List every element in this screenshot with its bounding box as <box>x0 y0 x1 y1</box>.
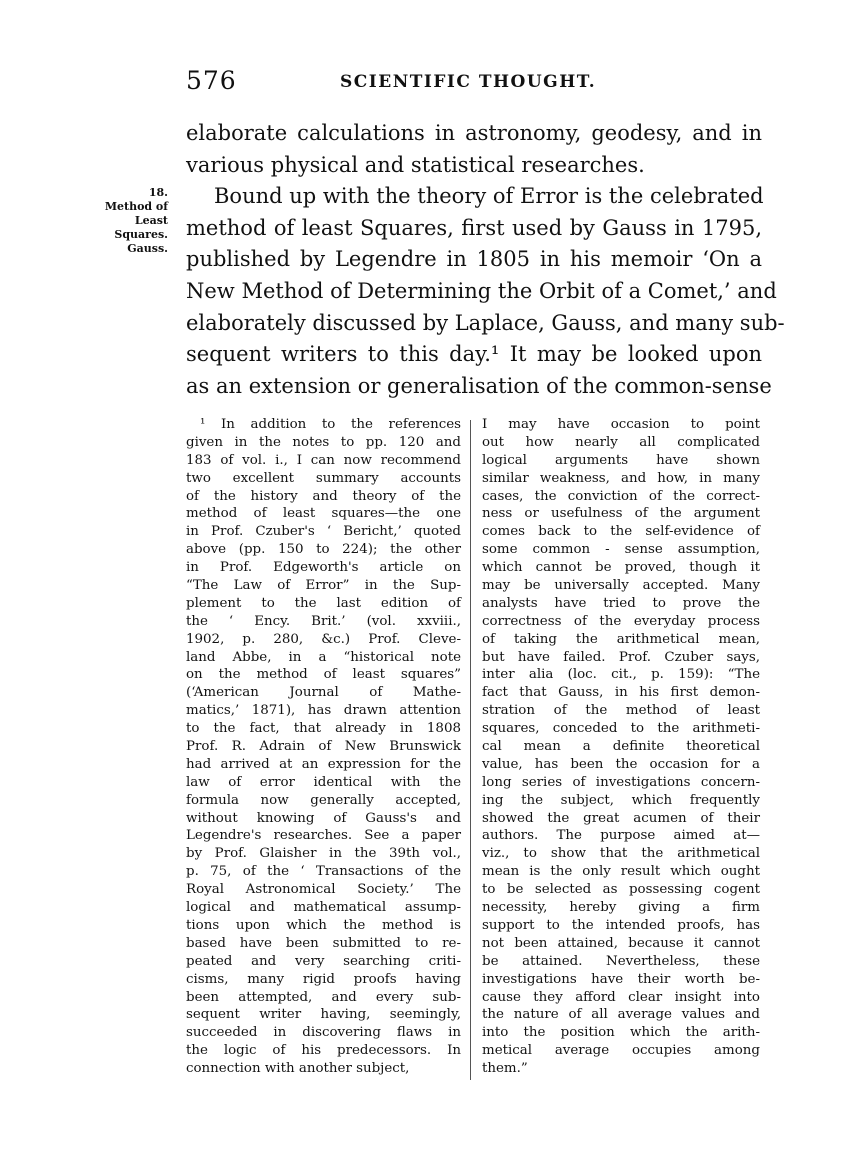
footnote-line: by Prof. Glaisher in the 39th vol., <box>186 846 461 862</box>
footnote-line: investigations have their worth be- <box>482 971 760 987</box>
footnote-line: above (pp. 150 to 224); the other <box>186 542 461 558</box>
footnote-line: be attained. Nevertheless, these <box>482 953 760 969</box>
body-line: elaborately discussed by Laplace, Gauss, and many sub- <box>186 310 785 335</box>
footnote-line: similar weakness, and how, in many <box>482 470 760 486</box>
footnote-line: long series of investigations concern- <box>482 774 760 790</box>
margin-note-line: Gauss. <box>127 242 168 255</box>
footnote-line: support to the intended proofs, has <box>482 917 760 933</box>
footnote-line: which cannot be proved, though it <box>482 560 760 576</box>
margin-note-line: Method of <box>104 200 168 213</box>
footnote-line: squares, conceded to the arithmeti- <box>482 721 760 737</box>
footnote-line: cases, the conviction of the correct- <box>482 488 760 504</box>
footnote-line: logical arguments have shown <box>482 452 760 468</box>
footnote-line: of taking the arithmetical mean, <box>482 631 760 647</box>
footnote-line: the ‘ Ency. Brit.’ (vol. xxviii., <box>186 613 461 629</box>
body-line: elaborate calculations in astronomy, geodesy, and in <box>186 121 762 145</box>
footnote-line: plement to the last edition of <box>186 595 461 611</box>
footnote-line: to the fact, that already in 1808 <box>186 721 461 737</box>
margin-note-line: 18. <box>148 186 168 199</box>
body-line: published by Legendre in 1805 in his memoir ‘On a <box>186 247 762 272</box>
footnote-line: ness or usefulness of the argument <box>482 506 760 522</box>
footnote-line: without knowing of Gauss's and <box>186 810 461 826</box>
footnote-line: inter alia (loc. cit., p. 159): “The <box>482 667 760 683</box>
footnote-line: some common - sense assumption, <box>482 542 760 558</box>
footnote-column-right <box>482 416 760 1078</box>
footnote-line: connection with another subject, <box>186 1061 410 1077</box>
footnote-line: cause they afford clear insight into <box>482 989 760 1005</box>
footnote-line: analysts have tried to prove the <box>482 595 760 611</box>
footnote-line: may be universally accepted. Many <box>482 578 760 594</box>
footnote-line: (‘American Journal of Mathe- <box>186 685 461 701</box>
margin-note-line: Squares. <box>114 228 168 241</box>
footnote-line: peated and very searching criti- <box>186 953 461 969</box>
footnote-line: out how nearly all complicated <box>482 434 760 450</box>
footnote-line: I may have occasion to point <box>482 417 760 432</box>
footnote-line: metical average occupies among <box>482 1043 760 1059</box>
footnote-line: comes back to the self-evidence of <box>482 524 760 540</box>
footnote-line: them.” <box>482 1061 528 1077</box>
footnote-line: authors. The purpose aimed at— <box>482 828 760 844</box>
footnote-line: showed the great acumen of their <box>482 810 760 826</box>
page-number: 576 <box>186 66 237 95</box>
footnote-line: fact that Gauss, in his first demon- <box>482 685 760 701</box>
body-line: sequent writers to this day.¹ It may be looked upon <box>186 342 762 367</box>
footnote-line: “The Law of Error” in the Sup- <box>186 578 461 594</box>
footnote-line: sequent writer having, seemingly, <box>186 1007 461 1023</box>
footnote-line: value, has been the occasion for a <box>482 756 760 772</box>
footnote-line: viz., to show that the arithmetical <box>482 846 760 862</box>
body-text <box>186 118 785 402</box>
footnote-line: mean is the only result which ought <box>482 864 760 880</box>
footnote-line: cisms, many rigid proofs having <box>186 971 461 987</box>
footnote-line: the logic of his predecessors. In <box>186 1043 461 1059</box>
footnote-line: had arrived at an expression for the <box>186 756 461 772</box>
footnote-line: but have failed. Prof. Czuber says, <box>482 649 760 665</box>
footnote-line: based have been submitted to re- <box>186 935 461 951</box>
footnote-line: cal mean a definite theoretical <box>482 739 760 755</box>
body-line: New Method of Determining the Orbit of a Comet,’ and <box>186 278 777 303</box>
footnote-line: not been attained, because it cannot <box>482 935 760 951</box>
footnote-line: Legendre's researches. See a paper <box>186 828 461 844</box>
body-line: various physical and statistical researches. <box>186 152 645 177</box>
footnote-line: ing the subject, which frequently <box>482 792 760 808</box>
footnote-line: succeeded in discovering flaws in <box>186 1025 461 1041</box>
footnote-line: stration of the method of least <box>482 703 760 719</box>
footnote-column-left <box>186 416 461 1078</box>
footnote-line: method of least squares—the one <box>186 506 461 522</box>
footnote-line: 1902, p. 280, &c.) Prof. Cleve- <box>186 631 461 647</box>
body-line: Bound up with the theory of Error is the celebrated <box>214 184 764 209</box>
footnote-line: the nature of all average values and <box>482 1007 760 1023</box>
column-divider <box>470 420 471 1080</box>
footnote-line: ¹ In addition to the references <box>200 417 461 432</box>
footnote-line: into the position which the arith- <box>482 1025 760 1041</box>
footnote-line: land Abbe, in a “historical note <box>186 649 461 665</box>
footnote-line: given in the notes to pp. 120 and <box>186 434 461 450</box>
margin-note-line: Least <box>134 214 168 227</box>
body-line: method of least Squares, first used by Gauss in 1795, <box>186 215 762 240</box>
footnote-line: necessity, hereby giving a firm <box>482 900 760 916</box>
footnote-line: p. 75, of the ‘ Transactions of the <box>186 864 461 880</box>
footnote-line: to be selected as possessing cogent <box>482 882 760 898</box>
footnote-line: tions upon which the method is <box>186 917 461 933</box>
footnote-line: of the history and theory of the <box>186 488 461 504</box>
running-head: SCIENTIFIC THOUGHT. <box>340 72 597 92</box>
footnote-line: logical and mathematical assump- <box>186 900 461 916</box>
margin-note <box>86 186 168 256</box>
footnote-line: correctness of the everyday process <box>482 613 760 629</box>
footnote-line: in Prof. Edgeworth's article on <box>186 560 461 576</box>
footnote-line: on the method of least squares” <box>186 667 461 683</box>
footnote-line: Royal Astronomical Society.’ The <box>186 882 461 898</box>
footnote-line: two excellent summary accounts <box>186 470 461 486</box>
footnote-line: matics,’ 1871), has drawn attention <box>186 703 461 719</box>
footnote-line: been attempted, and every sub- <box>186 989 461 1005</box>
footnote-line: law of error identical with the <box>186 774 461 790</box>
body-line: as an extension or generalisation of the common-sense <box>186 373 772 398</box>
footnote-line: in Prof. Czuber's ‘ Bericht,’ quoted <box>186 524 461 540</box>
footnote-line: formula now generally accepted, <box>186 792 461 808</box>
footnote-line: 183 of vol. i., I can now recommend <box>186 452 461 468</box>
footnote-line: Prof. R. Adrain of New Brunswick <box>186 739 461 755</box>
